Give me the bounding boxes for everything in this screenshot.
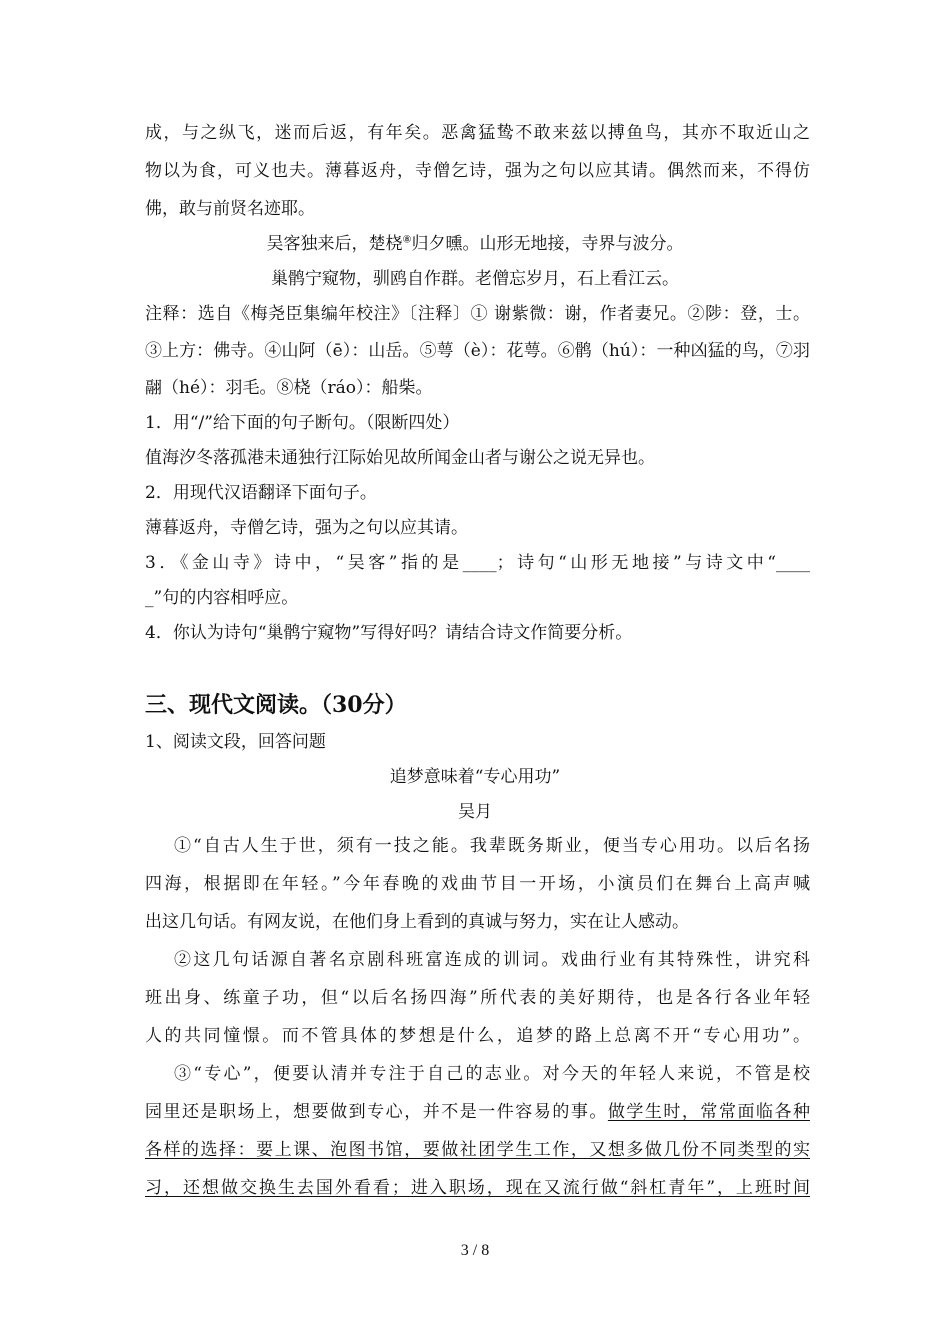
text-line: 物以为食，可义也夫。薄暮返舟，寺僧乞诗，强为之句以应其请。偶然而来，不得仿 [145, 161, 810, 181]
note-line: 翮（hé）：羽毛。⑧桡（ráo）：船柴。 [145, 378, 433, 398]
article-line: ③“专心”，便要认清并专注于自己的志业。对今天的年轻人来说，不管是校 [174, 1064, 810, 1084]
question-3-cont: _”句的内容相呼应。 [145, 588, 299, 608]
article-line: 四海，根据即在年轻。”今年春晚的戏曲节目一开场，小演员们在舞台上高声喊 [145, 874, 810, 894]
underlined-text: 各样的选择：要上课、泡图书馆，要做社团学生工作，又想多做几份不同类型的实 [145, 1140, 810, 1160]
poem-line-1: 吴客独来后，楚桡⑧归夕曛。山形无地接，寺界与波分。 [266, 234, 684, 254]
article-line: 园里还是职场上，想要做到专心，并不是一件容易的事。做学生时，常常面临各种 [145, 1102, 810, 1122]
question-3: 3．《金山寺》诗中，“吴客”指的是____；诗句“山形无地接”与诗文中“____ [145, 553, 810, 573]
section-heading: 三、现代文阅读。（30分） [145, 692, 407, 718]
article-author: 吴月 [458, 802, 492, 822]
poem-line-2: 巢鹘宁窥物，驯鸥自作群。老僧忘岁月，石上看江云。 [271, 269, 679, 289]
article-title: 追梦意味着“专心用功” [389, 767, 561, 787]
question-2-text: 薄暮返舟，寺僧乞诗，强为之句以应其请。 [145, 518, 468, 538]
underlined-text: 习，还想做交换生去国外看看；进入职场，现在又流行做“斜杠青年”，上班时间 [145, 1178, 810, 1198]
question-1: 1．用“/”给下面的句子断句。（限断四处） [145, 413, 460, 433]
text-line: 佛，敢与前贤名迹耶。 [145, 199, 315, 219]
question-2: 2．用现代汉语翻译下面句子。 [145, 483, 377, 503]
article-line: ②这几句话源自著名京剧科班富连成的训词。戏曲行业有其特殊性，讲究科 [174, 950, 810, 970]
article-line: ①“自古人生于世，须有一技之能。我辈既务斯业，便当专心用功。以后名扬 [174, 836, 810, 856]
question-4: 4．你认为诗句“巢鹘宁窥物”写得好吗？请结合诗文作简要分析。 [145, 623, 633, 643]
article-line: 人的共同憧憬。而不管具体的梦想是什么，追梦的路上总离不开“专心用功”。 [145, 1026, 810, 1046]
question-1-text: 值海汐冬落孤港未通独行江际始见故所闻金山者与谢公之说无异也。 [145, 448, 655, 468]
underlined-text: 做学生时，常常面临各种 [607, 1102, 810, 1122]
page-number: 3 / 8 [460, 1242, 490, 1259]
note-line: 注释：选自《梅尧臣集编年校注》〔注释〕① 谢紫微：谢，作者妻兄。②陟：登，士。 [145, 304, 810, 324]
article-line: 出这几句话。有网友说，在他们身上看到的真诚与努力，实在让人感动。 [145, 912, 689, 932]
text-line: 成，与之纵飞，迷而后返，有年矣。恶禽猛鸷不敢来兹以搏鱼鸟，其亦不取近山之 [145, 123, 810, 143]
note-line: ③上方：佛寺。④山阿（ē）：山岳。⑤萼（è）：花萼。⑥鹘（hú）：一种凶猛的鸟，⑦羽 [145, 341, 810, 361]
article-line: 班出身、练童子功，但“以后名扬四海”所代表的美好期待，也是各行各业年轻 [145, 988, 810, 1008]
section-subheading: 1、阅读文段，回答问题 [145, 732, 326, 752]
